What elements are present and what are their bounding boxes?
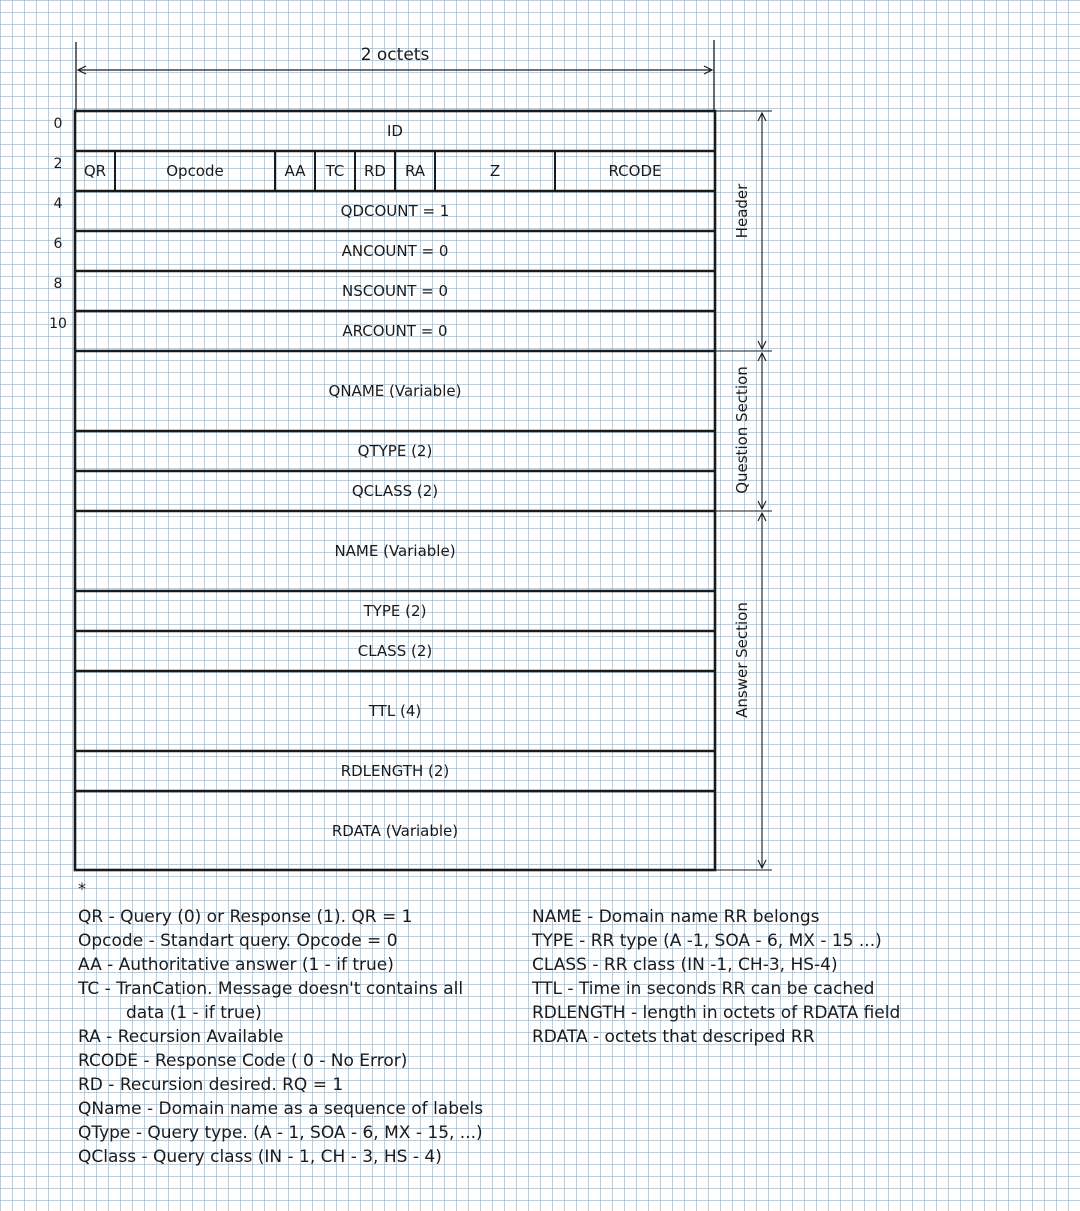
field-rdata: RDATA (Variable) xyxy=(331,821,459,840)
legend-item: Opcode - Standart query. Opcode = 0 xyxy=(78,931,398,951)
legend-item: RDATA - octets that descriped RR xyxy=(532,1027,815,1047)
field-rd: RD xyxy=(364,162,386,180)
legend-item: data (1 - if true) xyxy=(126,1003,262,1023)
flags-row xyxy=(75,151,715,191)
legend-item: RDLENGTH - length in octets of RDATA field xyxy=(532,1003,901,1023)
field-ttl: TTL (4) xyxy=(368,702,422,720)
legend-item: RA - Recursion Available xyxy=(78,1027,284,1047)
field-qr: QR xyxy=(83,162,107,180)
legend-item: QClass - Query class (IN - 1, CH - 3, HS - 4) xyxy=(78,1147,442,1167)
legend-item: TYPE - RR type (A -1, SOA - 6, MX - 15 ...) xyxy=(532,931,882,951)
offset-label: 6 xyxy=(53,236,63,252)
section-question-label: Question Section xyxy=(733,366,751,494)
legend-left xyxy=(78,905,483,1169)
field-aa: AA xyxy=(284,162,306,180)
field-ancount: ANCOUNT = 0 xyxy=(341,242,449,260)
legend-item: TTL - Time in seconds RR can be cached xyxy=(532,979,875,999)
legend-item: TC - TranCation. Message doesn't contains all xyxy=(78,979,464,999)
legend-item: RCODE - Response Code ( 0 - No Error) xyxy=(78,1051,408,1071)
field-rdlength: RDLENGTH (2) xyxy=(340,762,450,780)
field-opcode: Opcode xyxy=(166,162,224,180)
field-arcount: ARCOUNT = 0 xyxy=(342,322,448,340)
legend-item: QR - Query (0) or Response (1). QR = 1 xyxy=(78,907,413,927)
field-z: Z xyxy=(489,162,501,180)
field-qname: QNAME (Variable) xyxy=(328,382,462,400)
field-id: ID xyxy=(387,122,403,140)
legend-item: RD - Recursion desired. RQ = 1 xyxy=(78,1075,344,1095)
offset-label: 8 xyxy=(53,276,63,292)
field-qtype: QTYPE (2) xyxy=(357,442,433,460)
field-nscount: NSCOUNT = 0 xyxy=(341,282,449,300)
legend-item: NAME - Domain name RR belongs xyxy=(532,907,820,927)
field-qclass: QCLASS (2) xyxy=(351,482,439,500)
field-rcode: RCODE xyxy=(608,162,662,180)
legend-item: QType - Query type. (A - 1, SOA - 6, MX - 15, ...) xyxy=(78,1123,483,1143)
offset-label: 0 xyxy=(53,116,63,132)
offset-label: 4 xyxy=(53,196,63,212)
legend-item: QName - Domain name as a sequence of labels xyxy=(78,1099,484,1119)
legend-item: CLASS - RR class (IN -1, CH-3, HS-4) xyxy=(532,955,838,975)
offset-label: 2 xyxy=(53,156,63,172)
legend-right xyxy=(532,905,900,1049)
octets-width-label: 2 octets xyxy=(360,45,430,65)
field-name: NAME (Variable) xyxy=(334,542,456,560)
offset-label: 10 xyxy=(49,316,67,332)
field-class: CLASS (2) xyxy=(357,642,433,660)
field-tc: TC xyxy=(325,162,345,180)
section-header-label: Header xyxy=(733,183,751,239)
section-answer-label: Answer Section xyxy=(733,602,751,718)
field-type: TYPE (2) xyxy=(363,602,427,620)
field-qdcount: QDCOUNT = 1 xyxy=(340,202,450,220)
field-ra: RA xyxy=(404,162,426,180)
legend-item: AA - Authoritative answer (1 - if true) xyxy=(78,955,394,975)
legend-star: * xyxy=(78,879,86,898)
